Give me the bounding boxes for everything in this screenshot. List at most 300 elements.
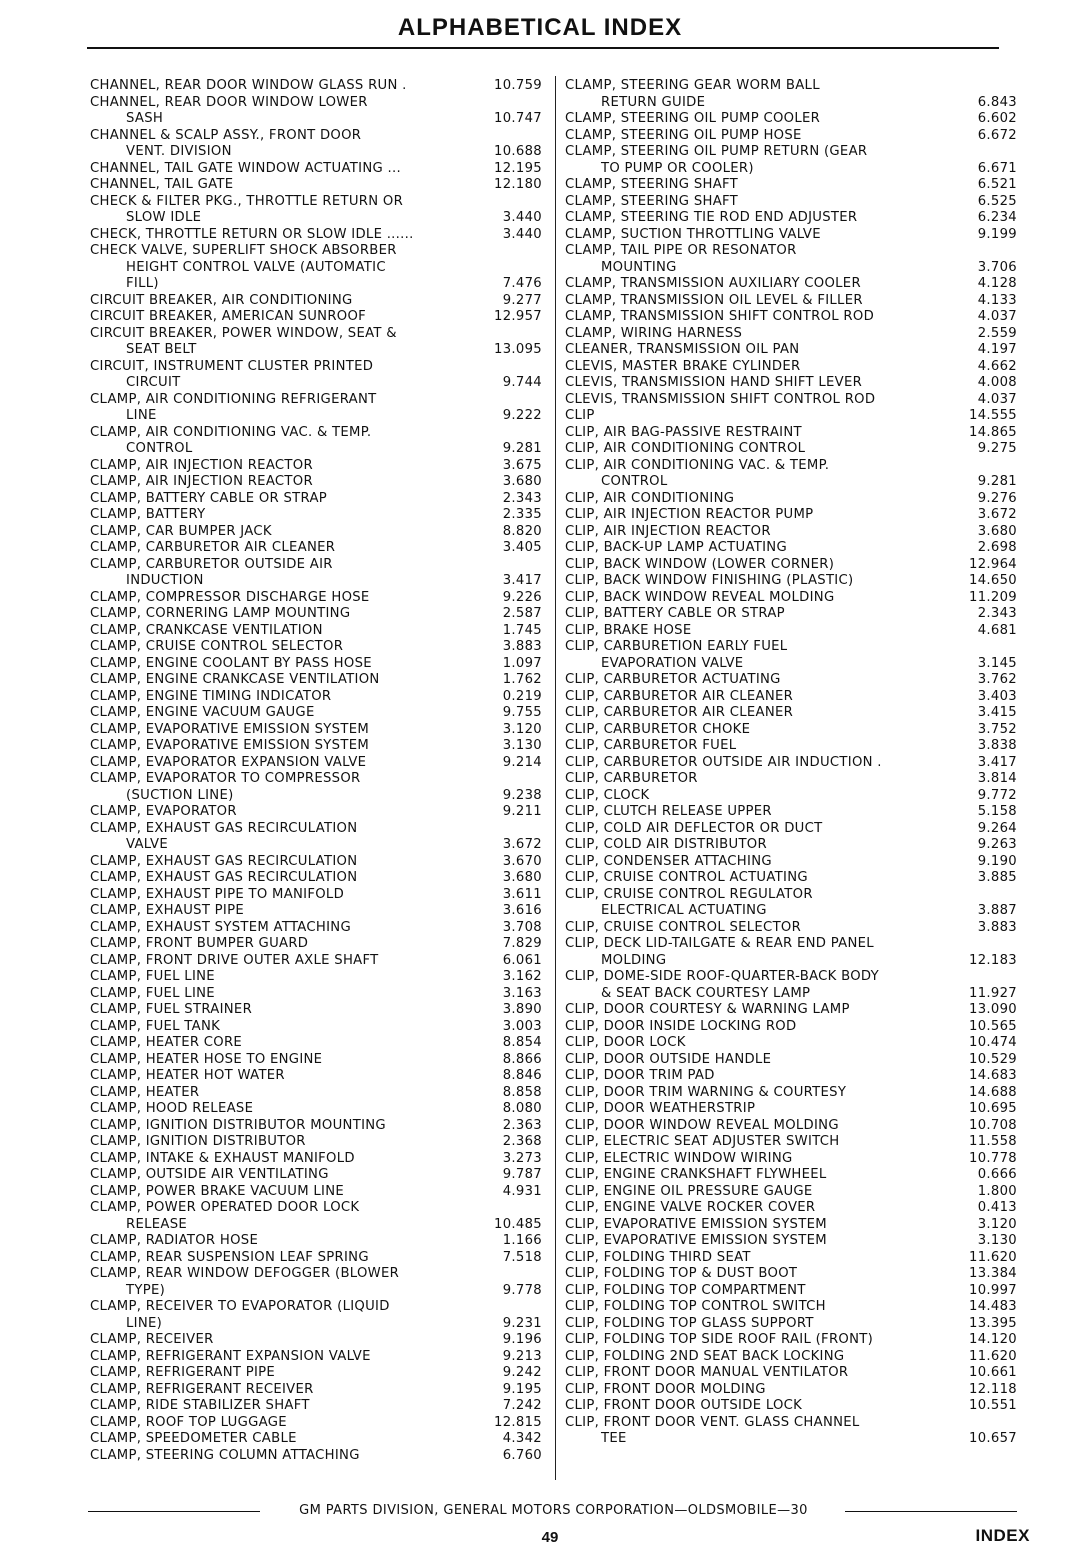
index-entry-reference: 3.616 <box>502 903 542 918</box>
index-entry-reference: 9.199 <box>977 226 1017 242</box>
index-entry-line: CLAMP, EVAPORATOR <box>90 804 237 819</box>
index-entry-name <box>565 210 947 227</box>
index-entry-name <box>565 722 947 739</box>
index-entry-name <box>565 573 947 590</box>
index-entry <box>565 1134 1017 1151</box>
index-entry-reference: 3.162 <box>502 969 542 984</box>
index-entry-reference: 14.120 <box>969 1332 1017 1347</box>
index-entry-reference: 4.662 <box>977 358 1017 374</box>
index-entry-line: CLIP, BACK WINDOW FINISHING (PLASTIC) <box>565 573 854 588</box>
index-entry-line: CLIP, COLD AIR DEFLECTOR OR DUCT <box>565 820 823 836</box>
index-entry <box>565 210 1017 227</box>
index-entry-line: CLIP, DOOR COURTESY & WARNING LAMP <box>565 1002 850 1017</box>
index-entry-reference: 2.368 <box>502 1134 542 1149</box>
index-entry-line: (SUCTION LINE) <box>126 787 234 803</box>
index-entry-line: CLIP, AIR BAG-PASSIVE RESTRAINT <box>565 424 802 440</box>
index-entry-name <box>565 1398 947 1415</box>
index-entry <box>565 590 1017 607</box>
footer-rule-left <box>88 1511 260 1512</box>
index-entry-name <box>90 309 472 326</box>
index-entry-reference: 3.752 <box>977 721 1017 737</box>
index-entry <box>90 639 542 656</box>
index-entry-name <box>565 309 947 326</box>
index-entry-reference: 6.671 <box>977 160 1017 176</box>
index-entry-line: FILL) <box>126 276 159 291</box>
index-entry-reference: 2.559 <box>977 325 1017 341</box>
index-entry-reference: 9.238 <box>502 787 542 803</box>
index-entry-name <box>565 540 947 557</box>
index-entry-reference: 3.145 <box>977 655 1017 671</box>
index-entry-name <box>90 95 472 128</box>
index-entry-name <box>90 326 472 359</box>
index-entry-name <box>565 606 947 623</box>
index-entry-reference: 3.672 <box>502 837 542 852</box>
index-entry <box>90 1448 542 1465</box>
left-index-column <box>90 78 542 1464</box>
index-entry <box>565 969 1017 1002</box>
index-entry-line: HEIGHT CONTROL VALVE (AUTOMATIC <box>126 259 386 275</box>
index-entry-line: CLIP, CARBURETOR OUTSIDE AIR INDUCTION . <box>565 754 882 770</box>
index-entry-reference: 10.708 <box>969 1117 1017 1133</box>
index-entry-line: CLAMP, RIDE STABILIZER SHAFT <box>90 1398 310 1413</box>
index-entry-reference: 11.209 <box>969 589 1017 605</box>
index-entry-name <box>565 293 947 310</box>
index-entry-name <box>90 491 472 508</box>
index-entry-line: CLIP, ELECTRIC WINDOW WIRING <box>565 1150 793 1166</box>
index-entry <box>90 1382 542 1399</box>
index-entry-line: CLAMP, POWER BRAKE VACUUM LINE <box>90 1183 345 1199</box>
index-entry-line: CLEANER, TRANSMISSION OIL PAN <box>565 342 800 357</box>
index-entry <box>565 293 1017 310</box>
index-entry-reference: 11.558 <box>969 1134 1017 1149</box>
index-entry-reference: 3.273 <box>502 1150 542 1166</box>
index-entry-line: CLAMP, HEATER <box>90 1084 200 1100</box>
index-entry-name <box>565 359 947 376</box>
index-entry-line: CLIP, AIR INJECTION REACTOR PUMP <box>565 507 814 522</box>
index-entry-line: CLIP, CRUISE CONTROL ACTUATING <box>565 870 808 885</box>
index-entry-name <box>90 1184 472 1201</box>
index-entry-reference: 12.118 <box>969 1381 1017 1397</box>
index-entry-reference: 8.854 <box>502 1035 542 1050</box>
index-entry-line: TEE <box>601 1431 627 1446</box>
index-entry-line: CIRCUIT BREAKER, AIR CONDITIONING <box>90 292 353 308</box>
index-entry-line: CLIP, ENGINE VALVE ROCKER COVER <box>565 1200 816 1215</box>
index-entry-line: CLIP, ENGINE OIL PRESSURE GAUGE <box>565 1183 813 1199</box>
index-entry-reference: 9.772 <box>977 787 1017 803</box>
index-entry-reference: 14.683 <box>969 1068 1017 1083</box>
index-entry <box>565 1349 1017 1366</box>
index-entry <box>90 870 542 887</box>
index-entry-reference: 9.196 <box>502 1332 542 1347</box>
index-entry <box>565 1184 1017 1201</box>
index-entry-reference: 3.680 <box>502 870 542 885</box>
index-entry-reference: 9.263 <box>977 837 1017 852</box>
index-entry-reference: 3.814 <box>977 771 1017 786</box>
index-entry-name <box>90 1002 472 1019</box>
index-entry-line: CLAMP, RADIATOR HOSE <box>90 1233 259 1248</box>
index-entry-name <box>565 969 947 1002</box>
index-entry-line: CLIP, CARBURETION EARLY FUEL <box>565 639 788 654</box>
index-entry <box>565 1200 1017 1217</box>
index-entry-name <box>565 1052 947 1069</box>
index-entry <box>565 854 1017 871</box>
index-entry-line: CLIP, CRUISE CONTROL SELECTOR <box>565 919 802 935</box>
index-entry-reference: 4.931 <box>502 1183 542 1199</box>
index-entry-line: CLAMP, EXHAUST GAS RECIRCULATION <box>90 870 358 885</box>
index-entry-name <box>90 920 472 937</box>
index-entry-line: CLIP, FOLDING TOP GLASS SUPPORT <box>565 1315 814 1331</box>
index-entry-line: CLAMP, FUEL LINE <box>90 969 215 984</box>
index-entry <box>90 1349 542 1366</box>
index-entry <box>90 722 542 739</box>
index-entry-line: CLAMP, STEERING OIL PUMP COOLER <box>565 111 821 126</box>
index-entry-line: CLIP, FOLDING TOP COMPARTMENT <box>565 1282 806 1298</box>
index-entry <box>90 606 542 623</box>
index-entry-line: CLAMP, ENGINE TIMING INDICATOR <box>90 688 332 704</box>
index-entry-line: LINE <box>126 408 157 423</box>
index-entry <box>565 276 1017 293</box>
index-entry-name <box>565 1217 947 1234</box>
index-entry <box>90 738 542 755</box>
index-entry-name <box>565 1266 947 1283</box>
index-entry-reference: 6.521 <box>977 177 1017 192</box>
index-entry-line: ELECTRICAL ACTUATING <box>601 903 767 918</box>
index-entry-name <box>90 887 472 904</box>
index-entry <box>90 920 542 937</box>
index-entry <box>565 936 1017 969</box>
index-entry-line: CLIP, FRONT DOOR OUTSIDE LOCK <box>565 1398 803 1413</box>
index-entry-name <box>565 375 947 392</box>
index-entry <box>565 623 1017 640</box>
index-entry-name <box>565 128 947 145</box>
index-entry <box>565 1101 1017 1118</box>
index-entry <box>565 78 1017 111</box>
index-entry <box>90 903 542 920</box>
index-entry-name <box>565 1332 947 1349</box>
index-entry-reference: 9.213 <box>502 1348 542 1364</box>
index-entry-name <box>565 1167 947 1184</box>
index-entry-reference: 8.820 <box>502 523 542 539</box>
index-entry <box>565 689 1017 706</box>
index-entry-name <box>565 1365 947 1382</box>
index-entry-line: CLAMP, STEERING OIL PUMP HOSE <box>565 127 802 143</box>
index-entry <box>90 1118 542 1135</box>
index-entry-reference: 12.957 <box>494 309 542 324</box>
index-entry <box>90 1101 542 1118</box>
index-entry-line: CLAMP, OUTSIDE AIR VENTILATING <box>90 1167 329 1182</box>
index-entry-line: CLIP, DOOR WINDOW REVEAL MOLDING <box>565 1117 839 1133</box>
index-entry-line: CLIP, CARBURETOR AIR CLEANER <box>565 705 794 720</box>
index-entry-line: MOUNTING <box>601 259 677 275</box>
index-entry-reference: 1.800 <box>977 1183 1017 1199</box>
index-entry-reference: 4.342 <box>502 1431 542 1446</box>
index-entry-line: TYPE) <box>126 1282 166 1298</box>
index-entry <box>90 755 542 772</box>
index-entry <box>90 1233 542 1250</box>
index-entry-line: SLOW IDLE <box>126 210 202 225</box>
index-entry-reference: 3.120 <box>502 721 542 737</box>
index-entry-line: CLIP, BATTERY CABLE OR STRAP <box>565 606 785 621</box>
index-entry-reference: 3.670 <box>502 853 542 869</box>
index-entry-name <box>90 1068 472 1085</box>
index-entry-line: CLAMP, HEATER CORE <box>90 1035 243 1050</box>
index-entry-reference: 4.197 <box>977 342 1017 357</box>
index-entry-reference: 9.211 <box>502 804 542 819</box>
index-entry-name <box>90 177 472 194</box>
index-entry-reference: 3.883 <box>502 639 542 654</box>
index-entry <box>565 1299 1017 1316</box>
index-entry-line: CLEVIS, TRANSMISSION SHIFT CONTROL ROD <box>565 391 876 407</box>
index-entry-name <box>565 738 947 755</box>
index-entry-name <box>90 1118 472 1135</box>
index-entry-line: CLAMP, AIR CONDITIONING REFRIGERANT <box>90 391 377 407</box>
index-entry-line: CLIP, CARBURETOR FUEL <box>565 738 737 753</box>
index-entry-line: CLIP, AIR CONDITIONING <box>565 490 735 506</box>
index-entry <box>90 326 542 359</box>
index-entry-line: CLAMP, CARBURETOR OUTSIDE AIR <box>90 556 333 572</box>
index-entry <box>90 590 542 607</box>
index-entry-line: CLAMP, POWER OPERATED DOOR LOCK <box>90 1200 360 1215</box>
index-entry <box>565 1002 1017 1019</box>
index-entry-reference: 10.551 <box>969 1398 1017 1413</box>
index-entry-name <box>90 128 472 161</box>
index-entry-name <box>565 1250 947 1267</box>
index-entry-line: CLAMP, INTAKE & EXHAUST MANIFOLD <box>90 1150 355 1166</box>
index-entry-reference: 5.158 <box>977 804 1017 819</box>
index-entry-line: CLAMP, REAR WINDOW DEFOGGER (BLOWER <box>90 1266 400 1281</box>
index-entry-reference: 3.890 <box>502 1002 542 1017</box>
index-entry <box>90 821 542 854</box>
index-entry-line: LINE) <box>126 1315 163 1331</box>
index-entry-line: CLAMP, CRUISE CONTROL SELECTOR <box>90 639 344 654</box>
index-entry-line: TO PUMP OR COOLER) <box>601 160 754 176</box>
index-entry-reference: 12.815 <box>494 1414 542 1430</box>
index-entry <box>90 161 542 178</box>
index-entry-name <box>565 1200 947 1217</box>
index-entry-name <box>565 870 947 887</box>
index-entry <box>565 392 1017 409</box>
index-entry-name <box>90 1200 472 1233</box>
index-entry-line: CLAMP, EVAPORATIVE EMISSION SYSTEM <box>90 721 370 737</box>
index-entry <box>90 194 542 227</box>
index-entry-name <box>565 1349 947 1366</box>
index-entry-name <box>565 177 947 194</box>
title-rule <box>87 47 999 49</box>
index-entry-name <box>565 1382 947 1399</box>
index-entry-reference: 3.680 <box>502 474 542 489</box>
index-entry-name <box>565 887 947 920</box>
index-entry-name <box>565 1085 947 1102</box>
index-entry-name <box>90 1167 472 1184</box>
index-entry-line: SEAT BELT <box>126 342 197 357</box>
index-entry-name <box>565 854 947 871</box>
index-entry-line: CLAMP, FUEL STRAINER <box>90 1002 253 1017</box>
index-entry <box>90 623 542 640</box>
index-entry-line: CLIP, DOOR WEATHERSTRIP <box>565 1101 756 1116</box>
index-entry-reference: 3.130 <box>977 1233 1017 1248</box>
index-entry-name <box>565 936 947 969</box>
footer-rule-right <box>845 1511 1017 1512</box>
index-entry-reference: 9.281 <box>502 441 542 456</box>
index-entry-name <box>565 1184 947 1201</box>
index-entry-reference: 10.997 <box>969 1282 1017 1298</box>
index-entry <box>90 1085 542 1102</box>
index-entry-reference: 10.485 <box>494 1216 542 1232</box>
index-entry-line: CLAMP, ENGINE CRANKCASE VENTILATION <box>90 672 380 687</box>
index-entry-name <box>565 1151 947 1168</box>
index-entry-name <box>90 293 472 310</box>
index-entry-name <box>90 1052 472 1069</box>
index-entry-line: CLAMP, IGNITION DISTRIBUTOR <box>90 1134 306 1149</box>
index-entry-reference: 3.417 <box>977 754 1017 770</box>
index-entry-line: CLAMP, ENGINE VACUUM GAUGE <box>90 705 315 720</box>
index-entry-line: CLIP, DOOR INSIDE LOCKING ROD <box>565 1018 797 1034</box>
index-entry-reference: 1.762 <box>502 672 542 687</box>
index-entry-reference: 3.415 <box>977 705 1017 720</box>
index-entry-reference: 12.183 <box>969 952 1017 968</box>
index-entry <box>90 425 542 458</box>
index-entry-reference: 11.620 <box>969 1249 1017 1265</box>
index-entry-reference: 4.037 <box>977 391 1017 407</box>
index-entry-name <box>565 1134 947 1151</box>
index-entry-name <box>565 1233 947 1250</box>
index-entry <box>90 1167 542 1184</box>
index-entry-line: CLIP, CARBURETOR ACTUATING <box>565 672 781 687</box>
page-title: ALPHABETICAL INDEX <box>397 14 683 41</box>
index-entry-reference: 9.755 <box>502 705 542 720</box>
index-entry <box>565 672 1017 689</box>
index-entry-name <box>90 392 472 425</box>
index-entry-reference: 13.090 <box>969 1002 1017 1017</box>
index-entry <box>565 375 1017 392</box>
index-entry-name <box>90 722 472 739</box>
index-entry-reference: 6.843 <box>977 94 1017 110</box>
index-entry <box>565 111 1017 128</box>
index-entry <box>565 1019 1017 1036</box>
index-entry-reference: 3.887 <box>977 903 1017 918</box>
index-entry-line: CLAMP, CORNERING LAMP MOUNTING <box>90 606 351 621</box>
index-entry-name <box>565 425 947 442</box>
index-entry-line: CLIP, AIR INJECTION REACTOR <box>565 523 771 539</box>
section-label: INDEX <box>975 1526 1030 1545</box>
index-entry-line: VALVE <box>126 837 168 852</box>
index-entry-reference: 1.745 <box>502 622 542 638</box>
index-entry-name <box>90 194 472 227</box>
index-entry-reference: 9.778 <box>502 1282 542 1298</box>
index-entry-line: CLEVIS, TRANSMISSION HAND SHIFT LEVER <box>565 375 863 390</box>
index-entry <box>565 738 1017 755</box>
index-entry-line: CLIP, BACK WINDOW REVEAL MOLDING <box>565 589 835 605</box>
index-entry-name <box>565 491 947 508</box>
index-entry-line: CLAMP, AIR INJECTION REACTOR <box>90 474 313 489</box>
index-entry <box>90 78 542 95</box>
index-entry-reference: 13.395 <box>969 1315 1017 1331</box>
index-entry <box>565 705 1017 722</box>
index-entry-line: CLAMP, RECEIVER <box>90 1332 214 1347</box>
index-entry-line: CLAMP, EXHAUST SYSTEM ATTACHING <box>90 919 351 935</box>
index-entry <box>90 1398 542 1415</box>
index-entry <box>90 854 542 871</box>
index-entry-line: CLIP, FOLDING TOP SIDE ROOF RAIL (FRONT) <box>565 1332 874 1347</box>
index-entry-name <box>90 821 472 854</box>
index-entry-line: CHANNEL, REAR DOOR WINDOW LOWER <box>90 94 368 110</box>
index-entry-reference: 4.681 <box>977 622 1017 638</box>
index-entry-name <box>90 870 472 887</box>
index-entry-name <box>90 771 472 804</box>
index-entry-name <box>90 986 472 1003</box>
index-entry-reference: 3.403 <box>977 688 1017 704</box>
index-entry <box>565 1266 1017 1283</box>
index-entry-name <box>90 738 472 755</box>
index-entry-line: CLAMP, REFRIGERANT PIPE <box>90 1365 276 1380</box>
index-entry-reference: 11.620 <box>969 1348 1017 1364</box>
index-entry-reference: 1.097 <box>502 655 542 671</box>
index-entry-name <box>565 821 947 838</box>
index-entry-reference: 4.133 <box>977 292 1017 308</box>
index-entry-line: CLIP, CLOCK <box>565 787 650 803</box>
index-entry-line: CLIP, CARBURETOR <box>565 771 698 786</box>
index-entry <box>90 1052 542 1069</box>
index-entry <box>565 524 1017 541</box>
index-entry-name <box>565 1415 947 1448</box>
index-entry-line: CLAMP, AIR INJECTION REACTOR <box>90 457 313 473</box>
index-entry <box>565 870 1017 887</box>
index-entry-line: CLIP, DOME-SIDE ROOF-QUARTER-BACK BODY <box>565 969 880 984</box>
index-entry-line: CIRCUIT BREAKER, AMERICAN SUNROOF <box>90 309 367 324</box>
index-entry-line: CHANNEL, TAIL GATE WINDOW ACTUATING ... <box>90 160 401 176</box>
index-entry-name <box>90 854 472 871</box>
index-entry-line: CLAMP, REFRIGERANT RECEIVER <box>90 1381 314 1397</box>
index-entry-reference: 3.885 <box>977 870 1017 885</box>
index-entry-line: CLIP, CRUISE CONTROL REGULATOR <box>565 886 813 902</box>
index-entry-name <box>565 111 947 128</box>
index-entry-line: CLIP, FRONT DOOR MANUAL VENTILATOR <box>565 1365 849 1380</box>
index-entry-reference: 2.698 <box>977 540 1017 555</box>
index-entry-reference: 10.778 <box>969 1150 1017 1166</box>
index-entry-name <box>90 903 472 920</box>
index-entry-line: CLAMP, TRANSMISSION AUXILIARY COOLER <box>565 276 861 291</box>
index-entry-reference: 9.226 <box>502 589 542 605</box>
index-entry-reference: 9.275 <box>977 441 1017 456</box>
index-entry <box>90 804 542 821</box>
index-entry-name <box>90 425 472 458</box>
index-entry-name <box>565 771 947 788</box>
index-entry-line: CLAMP, ENGINE COOLANT BY PASS HOSE <box>90 655 372 671</box>
index-entry-name <box>90 936 472 953</box>
index-entry <box>565 755 1017 772</box>
index-entry-name <box>565 524 947 541</box>
index-entry-line: CLIP, CARBURETOR CHOKE <box>565 721 751 737</box>
index-entry <box>565 722 1017 739</box>
index-entry-line: CLIP, EVAPORATIVE EMISSION SYSTEM <box>565 1216 827 1232</box>
index-entry-reference: 3.680 <box>977 523 1017 539</box>
index-entry <box>90 177 542 194</box>
index-entry-line: CLIP, CARBURETOR AIR CLEANER <box>565 688 794 704</box>
index-entry <box>90 936 542 953</box>
index-entry-line: CLAMP, EVAPORATOR TO COMPRESSOR <box>90 771 361 786</box>
index-entry-reference: 9.231 <box>502 1315 542 1331</box>
index-entry <box>565 821 1017 838</box>
index-entry <box>90 969 542 986</box>
index-entry-name <box>90 1398 472 1415</box>
index-entry <box>565 1052 1017 1069</box>
index-entry-line: CHECK, THROTTLE RETURN OR SLOW IDLE ...... <box>90 226 414 242</box>
index-entry-line: CLAMP, REAR SUSPENSION LEAF SPRING <box>90 1249 369 1265</box>
index-entry-reference: 4.008 <box>977 375 1017 390</box>
index-entry-reference: 14.650 <box>969 573 1017 588</box>
index-entry <box>565 1316 1017 1333</box>
index-entry <box>565 128 1017 145</box>
